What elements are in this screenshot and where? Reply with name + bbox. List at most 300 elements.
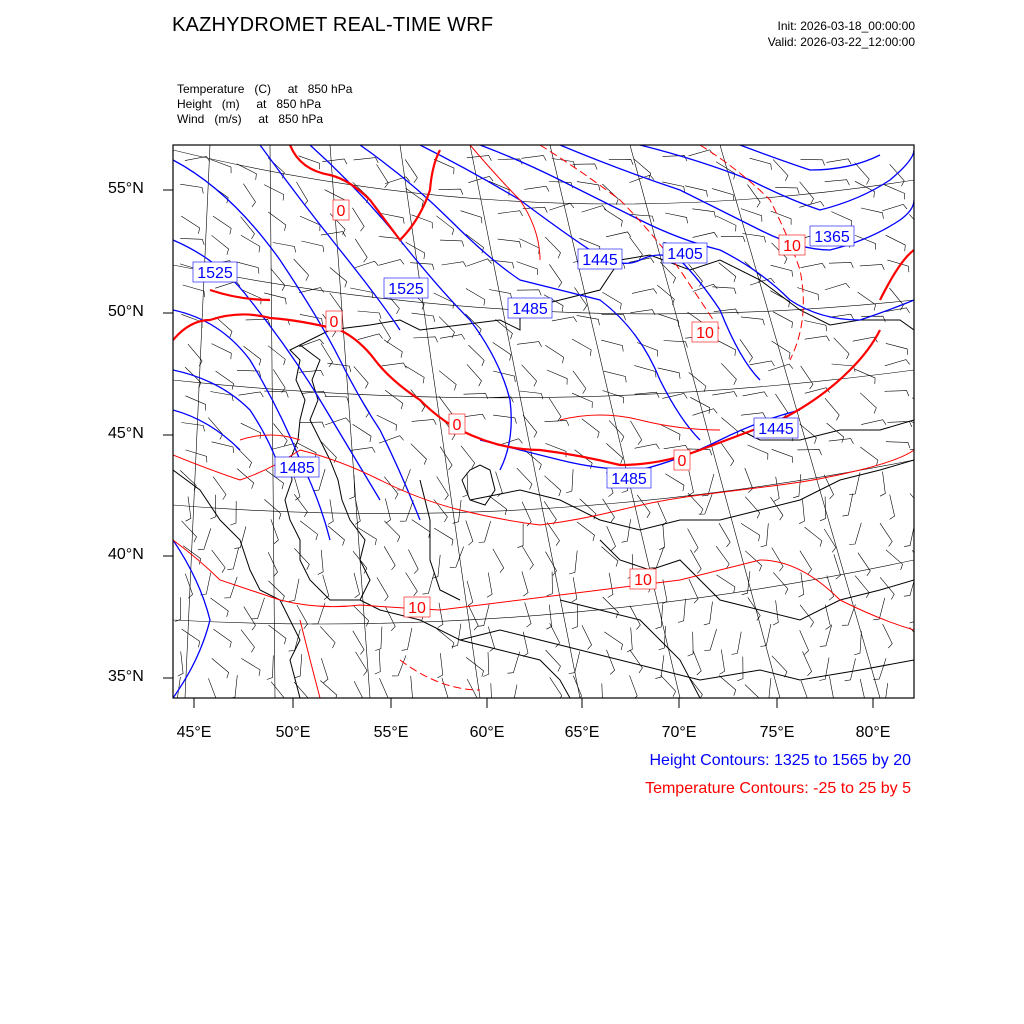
wind-barb: [353, 424, 372, 442]
wind-barb: [609, 159, 633, 165]
wind-barb: [661, 675, 676, 696]
wind-barb: [434, 293, 454, 309]
wind-barb: [607, 650, 615, 675]
wind-barb: [860, 393, 876, 414]
wind-barb: [712, 392, 737, 397]
wind-barb: [483, 652, 489, 676]
wind-barb: [549, 264, 562, 287]
wind-barb: [358, 528, 377, 546]
wind-barb: [607, 526, 616, 550]
wind-barb: [854, 631, 861, 655]
wind-barb: [775, 187, 799, 193]
wind-barb: [573, 676, 581, 701]
wind-barb: [498, 239, 521, 247]
temperature-contour: [300, 620, 320, 698]
height-label: 1525: [197, 265, 233, 282]
wind-barb: [842, 494, 852, 516]
wind-barb: [721, 443, 734, 466]
wind-barb: [860, 447, 878, 466]
wind-barb: [597, 684, 603, 708]
wind-barb: [302, 241, 324, 252]
wind-barb: [241, 423, 261, 439]
wind-barb: [180, 238, 204, 245]
wind-barb: [606, 232, 631, 237]
wind-barb: [915, 651, 923, 676]
wind-barb: [289, 629, 301, 651]
wind-barb: [719, 263, 736, 283]
wind-barb: [241, 658, 260, 675]
wind-barb: [423, 572, 435, 594]
wind-barb: [819, 658, 829, 681]
wind-barb: [267, 656, 273, 680]
wind-barb: [845, 659, 856, 681]
wind-barb: [665, 474, 684, 491]
wind-barb: [774, 477, 779, 502]
wind-barb: [575, 287, 587, 310]
wind-barb: [224, 577, 237, 598]
wind-barb: [264, 185, 284, 201]
wind-barb: [182, 629, 200, 647]
height-label: 1445: [582, 252, 618, 269]
wind-barb: [213, 477, 226, 500]
wind-barb: [330, 268, 347, 288]
wind-barb: [183, 285, 205, 297]
wind-barb: [912, 398, 931, 415]
wind-barb: [678, 599, 686, 623]
wind-barb: [689, 471, 694, 496]
wind-barb: [704, 602, 713, 625]
wind-barb: [180, 184, 203, 193]
wind-barb: [234, 527, 246, 549]
wind-barb: [634, 366, 656, 378]
wind-barb: [175, 597, 181, 621]
wind-barb: [522, 546, 533, 570]
graticule: [173, 145, 914, 698]
wind-barb: [884, 185, 904, 200]
height-contour: [260, 145, 400, 330]
wind-barb: [353, 605, 369, 626]
wind-barb: [772, 548, 783, 572]
wind-barb: [466, 657, 483, 676]
lon-tick-label: 50°E: [275, 724, 311, 741]
wind-barb: [377, 164, 389, 187]
wind-barb: [741, 209, 762, 222]
wind-barb: [855, 163, 870, 185]
wind-barb: [264, 293, 286, 304]
wind-barb: [325, 396, 349, 402]
wind-barb: [886, 343, 908, 354]
wind-barb: [355, 239, 367, 262]
wind-barb: [741, 413, 766, 418]
wind-barb: [801, 681, 809, 706]
wind-barb: [493, 415, 516, 424]
wind-barb: [213, 216, 231, 234]
wind-barb: [549, 203, 574, 210]
wind-barb: [405, 366, 424, 383]
temperature-label: 0: [677, 453, 687, 470]
wind-barb: [400, 500, 413, 521]
wind-barb: [229, 675, 237, 699]
wind-barb: [208, 678, 216, 703]
wind-barb: [412, 313, 435, 322]
wind-barb: [572, 577, 577, 602]
wind-barb: [487, 573, 492, 598]
wind-barb: [689, 372, 706, 392]
wind-barb: [549, 398, 561, 421]
wind-barb: [604, 371, 626, 382]
graticule-lat-45: [173, 370, 914, 398]
wind-barb: [630, 675, 638, 700]
wind-barb: [825, 398, 839, 420]
wind-barb: [799, 572, 804, 597]
wind-barb: [860, 264, 885, 270]
wind-barb: [773, 600, 778, 625]
wind-barb: [354, 366, 368, 388]
wind-barb: [236, 447, 252, 468]
height-contour-legend: Height Contours: 1325 to 1565 by 20: [649, 752, 911, 769]
wind-barb: [467, 679, 477, 703]
wind-barb: [385, 607, 395, 631]
wind-barb: [469, 345, 485, 366]
wind-barb: [793, 474, 801, 498]
wind-barb: [858, 292, 876, 311]
wind-barb: [453, 500, 462, 523]
wind-barb: [745, 685, 761, 706]
field-height: Height (m) at 850 hPa: [177, 97, 322, 111]
height-label: 1485: [512, 301, 548, 318]
wind-barb: [719, 523, 730, 547]
wind-barb: [805, 527, 822, 547]
lat-tick-label: 55°N: [108, 180, 144, 197]
wind-barb: [910, 627, 924, 649]
wind-barb: [466, 289, 485, 306]
wind-barb: [498, 159, 522, 165]
graticule-lon-45: [185, 145, 210, 698]
border-central-asia: [360, 600, 570, 698]
temperature-contour: [470, 145, 540, 260]
aral-sea: [462, 465, 495, 505]
wind-barb: [603, 391, 624, 404]
wind-barb: [740, 339, 753, 362]
wind-barb: [244, 607, 256, 631]
wind-barb: [824, 529, 836, 552]
lat-tick-label: 50°N: [108, 303, 144, 320]
wind-barb: [622, 519, 631, 542]
wind-barb: [498, 211, 523, 216]
wind-barb: [452, 624, 461, 647]
wind-barb: [239, 392, 264, 397]
lat-tick-label: 35°N: [108, 668, 144, 685]
temperature-label: 10: [408, 600, 426, 617]
wind-barb: [631, 421, 642, 445]
wind-barb: [295, 654, 302, 678]
wind-barb: [200, 573, 210, 596]
wind-barb: [525, 603, 531, 628]
wind-barb: [300, 521, 317, 540]
wind-barb: [523, 415, 537, 437]
wind-barb: [210, 185, 228, 203]
wind-barb: [547, 572, 553, 596]
wind-barb: [712, 287, 736, 294]
wind-barb: [379, 260, 404, 266]
graticule-lat-35: [173, 560, 914, 624]
wind-barb: [825, 605, 830, 630]
wind-barb: [354, 681, 364, 705]
wind-barb: [743, 392, 768, 397]
wind-barb: [440, 240, 464, 247]
wind-barb: [748, 445, 768, 460]
temperature-contour-zero: [880, 250, 914, 300]
height-contour: [173, 540, 210, 698]
graticule-lon-80: [720, 145, 880, 698]
wind-barb: [720, 650, 725, 675]
wind-barb: [855, 181, 875, 197]
valid-time: Valid: 2026-03-22_12:00:00: [767, 35, 915, 49]
wind-barb: [212, 344, 232, 360]
wind-barb: [384, 546, 395, 570]
wind-barb: [493, 549, 504, 573]
wind-barb: [469, 606, 479, 630]
wind-barb: [828, 676, 833, 701]
wind-barb: [354, 261, 379, 268]
wind-barb: [411, 390, 425, 412]
wind-barb: [406, 188, 424, 207]
wind-barb: [522, 155, 547, 160]
wind-barb: [882, 204, 907, 211]
wind-barb: [721, 236, 745, 242]
graticule-lon-70: [550, 145, 680, 698]
wind-barb: [829, 262, 853, 268]
lon-tick-label: 45°E: [176, 724, 212, 741]
wind-barb: [237, 262, 259, 274]
wind-barb: [289, 579, 299, 602]
wind-barb: [692, 209, 715, 218]
wind-barb: [760, 624, 771, 646]
wind-barb: [300, 216, 320, 231]
wind-barb: [608, 573, 613, 598]
wind-barb: [693, 651, 701, 676]
wind-barb: [439, 371, 456, 391]
wind-barb: [517, 262, 538, 275]
wind-barb: [545, 420, 569, 425]
wind-barb: [602, 184, 618, 205]
wind-barb: [659, 525, 664, 550]
wind-barb: [522, 571, 528, 596]
wind-barb: [772, 449, 793, 463]
wind-barb: [212, 442, 234, 453]
wind-barb: [799, 499, 804, 524]
wind-barb: [750, 158, 772, 170]
wind-barb: [885, 391, 909, 397]
wind-barb: [627, 628, 632, 653]
wind-barb: [461, 446, 475, 469]
wind-barb: [181, 423, 204, 432]
wind-barb: [604, 632, 622, 650]
wind-barb: [849, 523, 861, 545]
wind-barb: [294, 494, 307, 517]
wind-barb: [688, 632, 694, 656]
wind-barb: [741, 523, 760, 541]
wind-barb: [325, 418, 350, 425]
wind-barb: [522, 365, 537, 387]
temperature-label: 0: [452, 417, 462, 434]
wind-barb: [693, 409, 718, 416]
wind-barb: [198, 528, 211, 549]
wind-barb: [801, 366, 813, 389]
wind-barb: [384, 521, 400, 542]
wind-barb: [770, 291, 789, 308]
wind-barb: [716, 340, 736, 356]
wind-barb: [582, 419, 599, 438]
wind-barb: [858, 553, 870, 576]
wind-barb: [467, 259, 492, 266]
wind-barb: [271, 269, 285, 291]
wind-barb: [352, 208, 364, 231]
wind-barb: [721, 363, 736, 385]
wind-barb: [545, 476, 561, 496]
wind-barb: [658, 502, 667, 526]
wind-barb: [689, 150, 714, 156]
wind-barb: [569, 551, 577, 574]
wind-barb: [185, 157, 210, 162]
wind-barb: [380, 678, 389, 702]
wind-barb: [450, 547, 464, 568]
wind-barb: [693, 232, 718, 237]
wind-barb: [496, 472, 503, 497]
height-label: 1405: [667, 246, 703, 263]
wind-barb: [909, 214, 924, 236]
wind-barb: [412, 420, 437, 425]
wind-barb: [916, 368, 940, 374]
wind-barb: [552, 317, 577, 322]
wind-barb: [829, 439, 854, 444]
wind-barb: [800, 424, 817, 444]
wind-barb: [439, 189, 463, 195]
wind-barb: [842, 604, 855, 625]
wind-barb: [384, 340, 402, 358]
lon-tick-label: 80°E: [855, 724, 891, 741]
wind-barb: [717, 575, 735, 593]
wind-barb: [797, 288, 818, 301]
wind-barb: [408, 550, 418, 574]
wind-barb: [800, 182, 814, 204]
wind-barb: [517, 290, 541, 296]
wind-barb: [185, 396, 205, 411]
wind-barb: [637, 495, 650, 518]
wind-barb: [658, 368, 680, 379]
wind-barb: [438, 653, 443, 678]
wind-barb: [375, 627, 382, 651]
wind-barb: [442, 262, 467, 267]
wind-barb: [879, 683, 888, 706]
wind-barb: [910, 494, 925, 516]
wind-barb: [385, 390, 403, 409]
wind-barb: [632, 289, 657, 294]
wind-barb: [227, 548, 238, 570]
init-time: Init: 2026-03-18_00:00:00: [777, 19, 915, 33]
wind-barb: [572, 339, 591, 356]
wind-barb: [885, 360, 910, 366]
wind-barb: [917, 337, 942, 342]
wind-barb: [402, 628, 412, 651]
height-contour: [173, 410, 240, 450]
field-wind: Wind (m/s) at 850 hPa: [177, 112, 324, 126]
wind-barb: [547, 370, 567, 385]
wind-barb: [662, 394, 687, 399]
wind-barb: [659, 626, 666, 650]
wind-barb: [518, 524, 524, 548]
wind-barb: [916, 476, 933, 495]
wind-barb: [392, 655, 406, 676]
wind-barb: [243, 184, 255, 207]
temperature-contour: [400, 660, 480, 690]
wind-barb: [466, 521, 473, 546]
wind-barb: [382, 363, 407, 368]
wind-barb: [321, 442, 336, 463]
wind-barb: [630, 650, 643, 673]
wind-barb: [213, 629, 231, 648]
wind-barb: [602, 292, 621, 309]
height-label: 1485: [611, 471, 647, 488]
border-kazakhstan-south: [470, 460, 914, 530]
wind-barb: [655, 655, 664, 678]
wind-barb: [914, 316, 939, 321]
wind-barb: [915, 233, 940, 238]
wind-barb: [604, 209, 623, 227]
wind-barb: [719, 676, 736, 696]
wind-barb: [704, 629, 716, 651]
wind-barb: [886, 235, 906, 251]
wind-barb: [582, 625, 592, 649]
wind-barb: [745, 551, 761, 571]
wind-barb: [803, 652, 812, 676]
wind-barb: [320, 626, 335, 648]
wind-barb: [464, 393, 488, 399]
wind-barb: [545, 345, 563, 363]
wind-barb: [358, 311, 382, 319]
wind-barb: [741, 317, 765, 325]
wind-barb: [737, 657, 743, 681]
temperature-label: 10: [696, 325, 714, 342]
lon-tick-label: 70°E: [661, 724, 697, 741]
field-temperature: Temperature (C) at 850 hPa: [177, 82, 353, 96]
wind-barb: [662, 579, 667, 604]
wind-barb: [805, 336, 830, 341]
wind-barb: [407, 676, 412, 701]
wind-barb: [181, 216, 200, 234]
wind-barb: [479, 521, 491, 543]
temperature-contour-legend: Temperature Contours: -25 to 25 by 5: [645, 780, 911, 797]
height-label: 1485: [279, 460, 315, 477]
wind-barb: [665, 213, 688, 223]
lon-tick-label: 65°E: [564, 724, 600, 741]
wind-barb: [566, 469, 573, 493]
wind-barb: [635, 444, 660, 449]
wind-barb: [178, 651, 183, 676]
wind-barb: [268, 552, 277, 576]
wind-barb: [237, 164, 257, 180]
wind-barb: [820, 625, 832, 647]
wind-barb: [440, 447, 452, 470]
wind-barb: [886, 550, 903, 570]
wind-barb: [264, 499, 281, 519]
height-label: 1445: [758, 421, 794, 438]
wind-barb: [577, 315, 600, 325]
wind-barb: [750, 361, 775, 366]
wind-barb: [873, 658, 886, 679]
wind-barb: [437, 477, 449, 500]
wind-barb: [886, 442, 910, 448]
